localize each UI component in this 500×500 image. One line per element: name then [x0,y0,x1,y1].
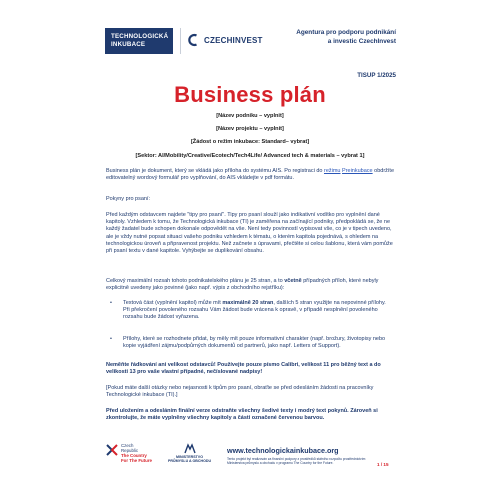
list-item [110,336,394,350]
czechinvest-mark-icon [187,33,201,47]
bullet1-text-a: Textová část (vyplnění kapitol) může mít [123,300,223,306]
agency-name [296,28,396,46]
mpo-logo [168,443,211,464]
technologicka-inkubace-logo [105,28,173,54]
list-item [110,300,394,322]
czechinvest-wordmark: CZECHINVEST [204,35,263,45]
scope-text-bold: včetně [284,278,302,284]
intro-paragraph [106,168,396,182]
formatting-warning: Neměňte řádkování ani velikost odstavců! Používejte pouze písmo Calibri, velikost 11 pro běžný text a do velikosti 13 pro vaše vlastní případné, nečíslované nadpisy! [106,362,381,376]
final-check-note: Před uložením a odesláním finální verze odstraňte všechny šedivé texty i modrý text pokynů. Zároveň si zkontrolujte, že máte vyplněny všechny kapitoly a části označené červenou barvou. [106,408,378,422]
document-code: TISUP 1/2025 [357,72,396,79]
writing-tips-paragraph: Před každým odstavcem najdete "tipy pro psaní". Tipy pro psaní slouží jako indikativní vodítko pro vyplnění dané kapitoly. Vzhledem k tomu, že Technologická inkubace (TI) je zaměřena na začínající podniky, předpokládá se, že ne každý žadatel bude schopen dokonale odpovědět na vše. Není tedy povinností vypisovat vše, co je v tipech uvedeno, ale je vždy nutné popsat situaci vašeho podniku vzhledem k tématu, o kterém kapitola pojednává, s ohledem na technologickou úroveň a připravenost projektu. Než začnete s úpravami, přečtěte si celou šablonu, která vám pomůže při psaní textu v dané kapitole. Vyhýbejte se duplikování obsahu. [106,212,393,255]
regime-placeholder[interactable]: [Žádost o režim inkubace: Standard– vybrat] [190,139,310,145]
questions-note: [Pokud máte další otázky nebo nejasnosti k tipům pro psaní, obraťte se před odesláním žádosti na pracovníky Technologické inkubace (TI).] [106,385,374,399]
czech-republic-logo [105,443,152,463]
ministry-emblem-icon [183,443,197,455]
agency-line2: a investic CzechInvest [327,38,396,45]
mpo-line2: PRŮMYSLU A OBCHODU [168,459,212,464]
company-name-placeholder[interactable]: [Název podniku – vyplnit] [216,113,284,119]
logo-ti-line1: TECHNOLOGICKÁ [111,33,169,40]
scope-paragraph [106,278,396,292]
page-number: 1 / 15 [377,462,389,467]
cr-line4: For The Future [121,458,152,463]
writing-instructions-heading: Pokyny pro psaní: [106,196,151,202]
intro-text-a: Business plán je dokument, který se vkládá jako příloha do systému AIS. Po registraci do [106,168,324,174]
bullet-icon: • [110,336,112,342]
regime-link[interactable]: režimu [323,168,341,174]
agency-line1: Agentura pro podporu podnikání [296,29,396,36]
bullet-icon: • [110,300,112,306]
preincubation-link[interactable]: Preinkubace [342,168,373,174]
intro-text-b: obdržíte editovatelný wordový formulář pro vyplňování, do AIS vkládejte v pdf formátu. [106,168,395,182]
bullet1-text-bold: maximálně 20 stran [222,300,274,306]
logo-ti-line2: INKUBACE [111,40,146,48]
cr-line1: Czech [121,443,134,448]
cr-line2: Republic [121,448,139,453]
cr-line3: The Country [121,453,147,458]
country-for-future-icon [105,443,119,457]
bullet2-text: Přílohy, které se rozhodnete přidat, by měly mít pouze informativní charakter (např. brožury, životopisy nebo kopie vyjádření zájmu/podpůrných dokumentů od partnerů, jako např. Letters of Support). [123,336,386,350]
mpo-line1: MINISTERSTVO [176,455,204,459]
website-link[interactable]: www.technologickainkubace.org [227,446,339,455]
logo-divider [180,28,181,54]
funding-note: Tento projekt byl realizován za finanční podpory z prostředků státního rozpočtu prostřednictvím Ministerstva průmyslu a obchodu v programu The Country for the Future. [227,457,366,466]
czechinvest-logo [187,33,263,47]
scope-text-b: případných příloh, které nebyly explicitně uvedeny jako povinné (jako např. výpis z obchodního rejstříku): [106,278,379,292]
scope-text-a: Celkový maximální rozsah tohoto podnikatelského plánu je 25 stran, a to [106,278,285,284]
project-name-placeholder[interactable]: [Název projektu – vyplnit] [216,126,284,132]
sector-placeholder[interactable]: [Sektor: AI/Mobility/Creative/Ecotech/Tech4Life/ Advanced tech & materials – vybrat 1] [135,153,365,159]
bullet1-text-b: , dalších 5 stran využijte na nepovinné přílohy. Při překročení povoleného rozsahu Vám žádost bude vrácena k opravě, v případě nesplnění povoleného rozsahu bude žádost vyřazena. [123,300,386,321]
page-title: Business plán [174,82,326,107]
